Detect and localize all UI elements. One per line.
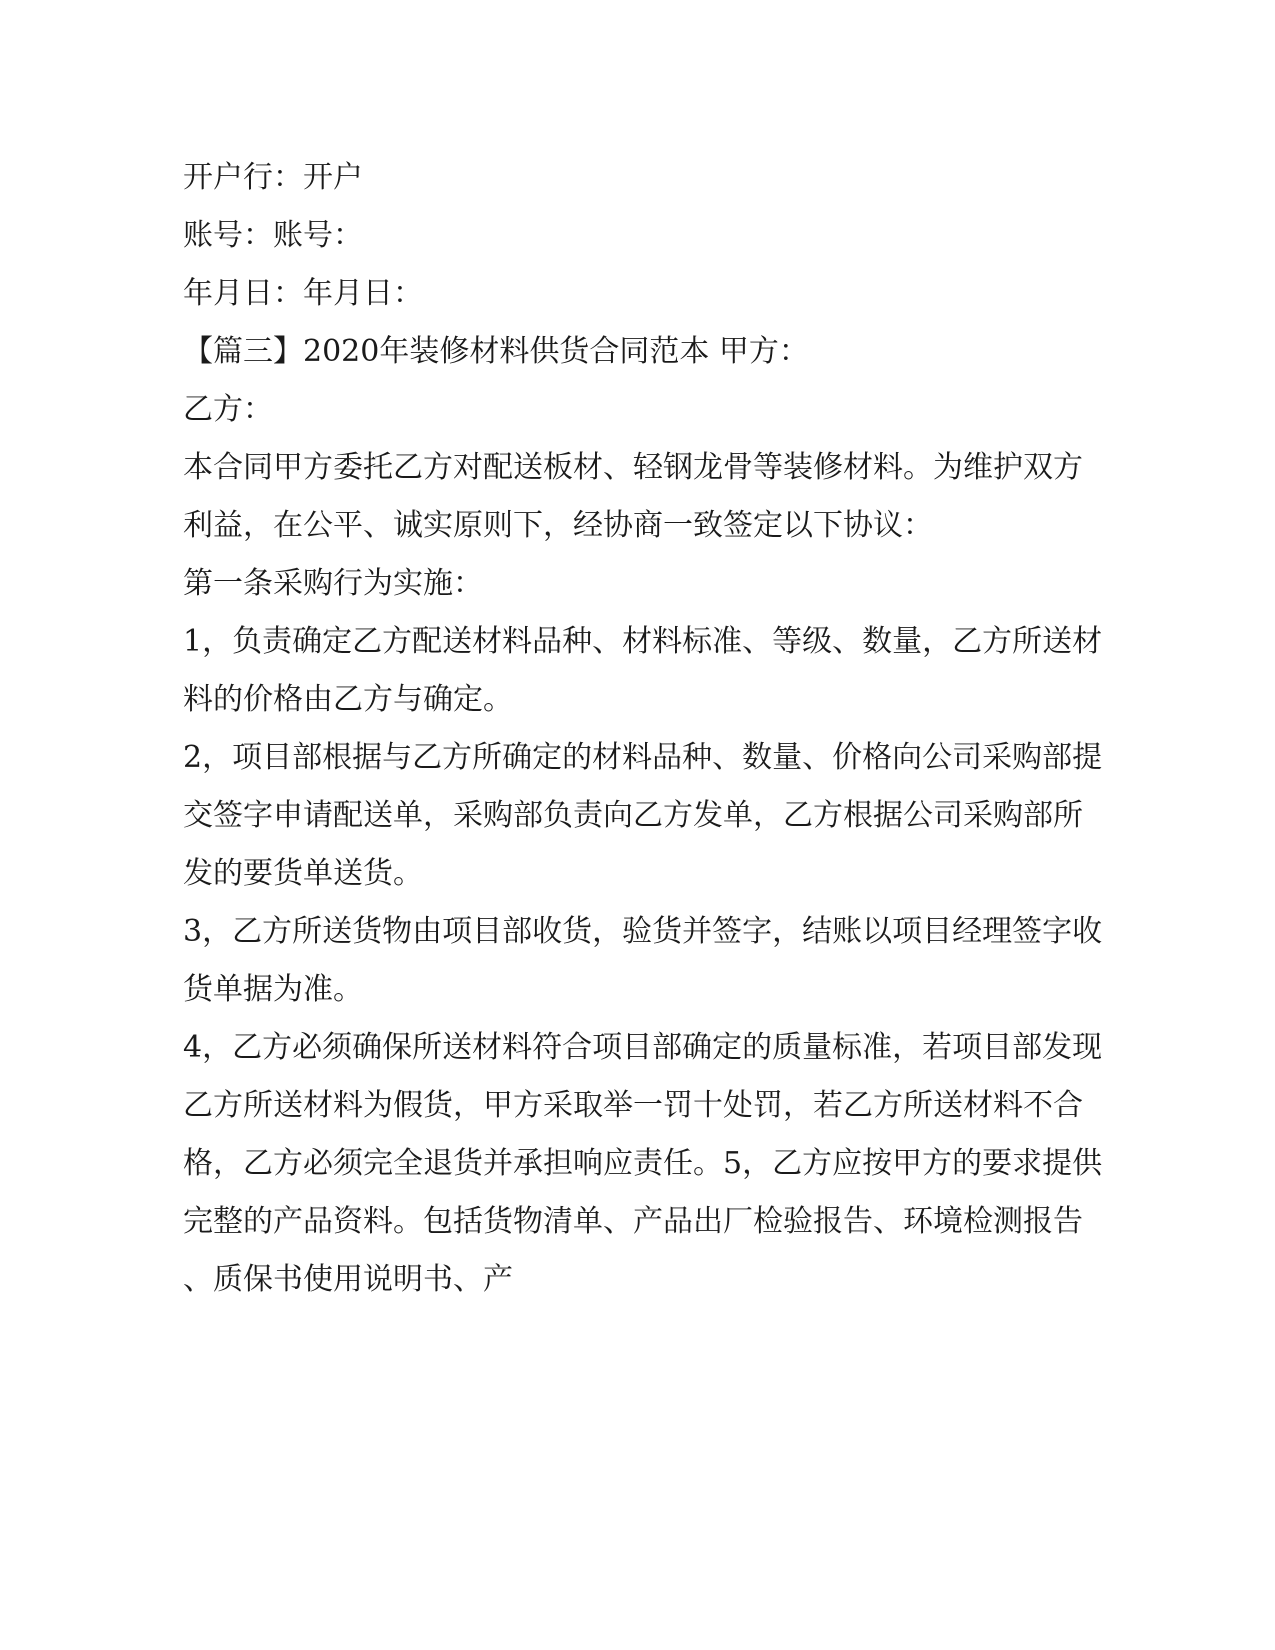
account-line: 账号：账号： bbox=[183, 218, 363, 253]
party-b-line: 乙方： bbox=[183, 392, 273, 427]
paragraph-line: 、质保书使用说明书、产 bbox=[183, 1262, 513, 1297]
document-body bbox=[183, 149, 1103, 1309]
paragraph-line: 乙方所送材料为假货，甲方采取举一罚十处罚，若乙方所送材料不合 bbox=[183, 1088, 1083, 1123]
paragraph-line: 完整的产品资料。包括货物清单、产品出厂检验报告、环境检测报告 bbox=[183, 1204, 1083, 1239]
paragraph-line: 货单据为准。 bbox=[183, 972, 363, 1007]
section-heading: 【篇三】2020年装修材料供货合同范本 甲方： bbox=[183, 334, 809, 369]
paragraph-line: 利益，在公平、诚实原则下，经协商一致签定以下协议： bbox=[183, 508, 933, 543]
paragraph-line: 本合同甲方委托乙方对配送板材、轻钢龙骨等装修材料。为维护双方 bbox=[183, 450, 1083, 485]
paragraph-line: 料的价格由乙方与确定。 bbox=[183, 682, 513, 717]
paragraph-line: 1，负责确定乙方配送材料品种、材料标准、等级、数量，乙方所送材 bbox=[183, 624, 1103, 659]
paragraph-line: 4，乙方必须确保所送材料符合项目部确定的质量标准，若项目部发现 bbox=[183, 1030, 1103, 1065]
paragraph-line: 发的要货单送货。 bbox=[183, 856, 423, 891]
paragraph-line: 交签字申请配送单，采购部负责向乙方发单，乙方根据公司采购部所 bbox=[183, 798, 1083, 833]
bank-line: 开户行：开户 bbox=[183, 160, 363, 195]
paragraph-line: 2，项目部根据与乙方所确定的材料品种、数量、价格向公司采购部提 bbox=[183, 740, 1103, 775]
paragraph-line: 格，乙方必须完全退货并承担响应责任。5，乙方应按甲方的要求提供 bbox=[183, 1146, 1103, 1181]
article-heading: 第一条采购行为实施： bbox=[183, 566, 483, 601]
paragraph-line: 3，乙方所送货物由项目部收货，验货并签字，结账以项目经理签字收 bbox=[183, 914, 1103, 949]
date-line: 年月日：年月日： bbox=[183, 276, 423, 311]
